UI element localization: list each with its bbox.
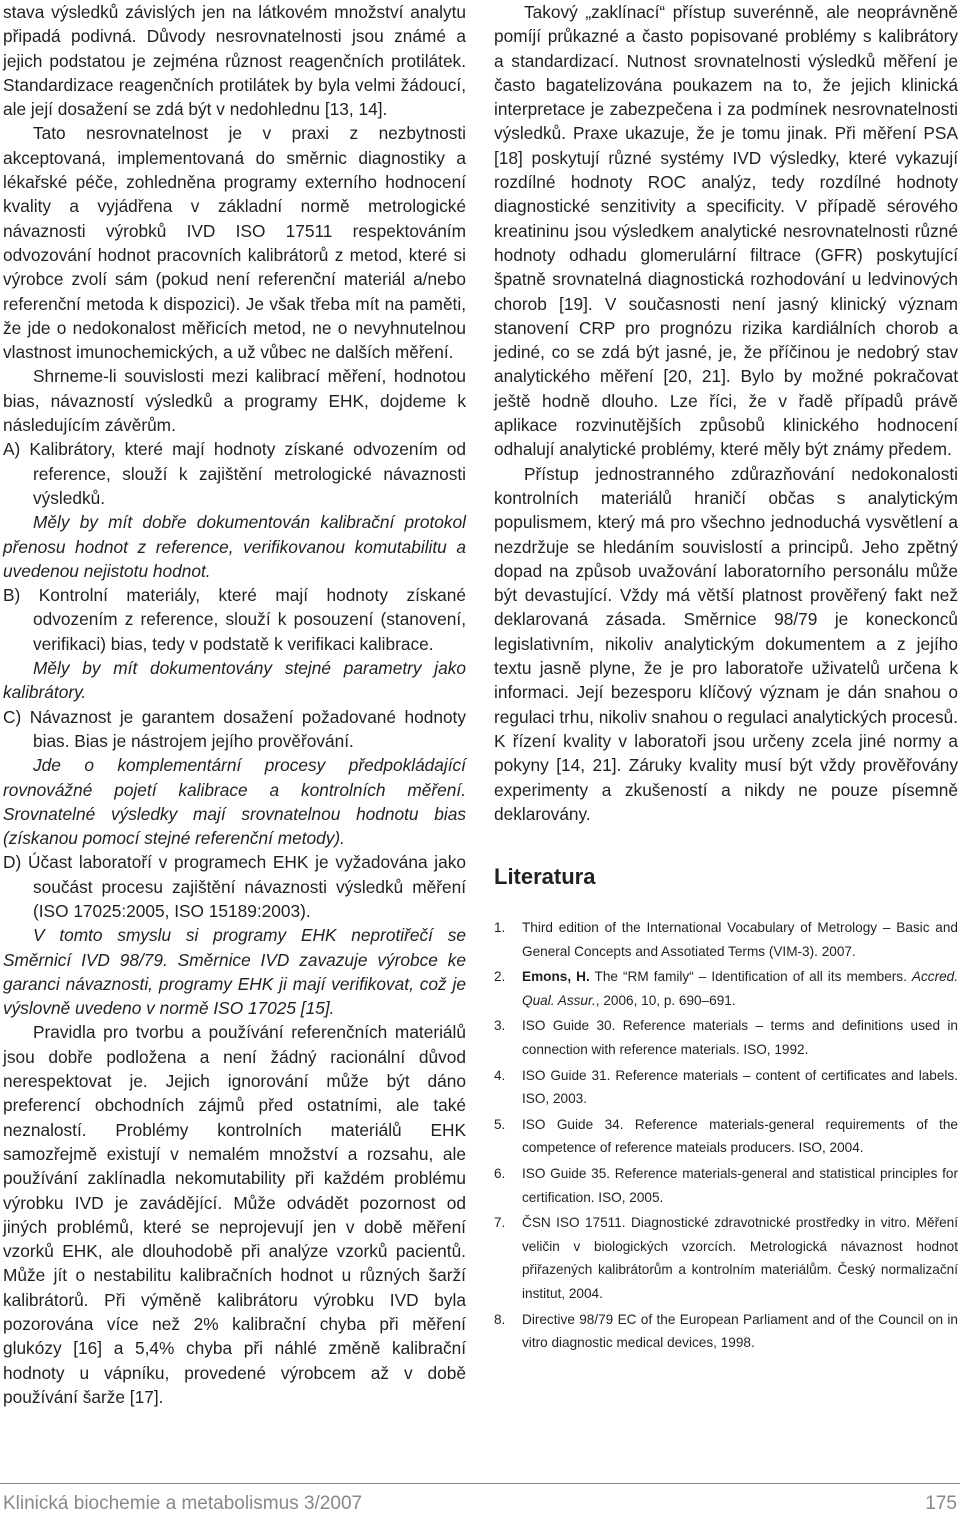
conclusion-d-note: V tomto smyslu si programy EHK neprotiřečí se Směrnicí IVD 98/79. Směrnice IVD zavazuje výrobce ke garanci návaznosti, programy EHK ji mají verifikovat, což je výslovně uvedeno v normě ISO 17025 [15]. [3,925,466,1019]
conclusion-b: B) Kontrolní materiály, které mají hodnoty získané odvozením z reference, slouží k posouzení (stanovení, verifikaci) bias, tedy v podstatě k verifikaci kalibrace. [3,585,466,654]
reference-number: 3. [494,1018,506,1034]
journal-name: Klinická biochemie a metabolismus 3/2007 [3,1493,363,1514]
reference-item [494,916,958,963]
reference-text: Directive 98/79 EC of the European Parliament and of the Council on in vitro diagnostic medical devices, 1998. [522,1311,958,1351]
reference-number: 6. [494,1166,506,1182]
references-heading: Literatura [494,864,596,890]
conclusion-a: A) Kalibrátory, které mají hodnoty získané odvozením od reference, slouží k zajištění metrologické návaznosti výsledků. [3,439,466,508]
conclusion-a-note: Měly by mít dobře dokumentován kalibrační protokol přenosu hodnot z reference, verifikovanou komutabilitu a uvedenou nejistotu hodnot. [3,512,466,581]
page-number: 175 [925,1493,957,1514]
conclusion-d: D) Účast laboratoří v programech EHK je vyžadována jako součást procesu zajištění návaznosti výsledků měření (ISO 17025:2005, ISO 15189:2003). [3,852,466,921]
reference-text [522,965,958,1012]
conclusion-b-note: Měly by mít dokumentovány stejné parametry jako kalibrátory. [3,658,466,703]
reference-number: 7. [494,1215,506,1231]
right-column [494,0,958,1357]
paragraph: Shrneme-li souvislosti mezi kalibrací měření, hodnotou bias, návazností výsledků a programy EHK, dojdeme k následujícím závěrům. [3,366,466,436]
reference-number: 8. [494,1311,506,1327]
paragraph: Tato nesrovnatelnost je v praxi z nezbytnosti akceptovaná, implementovaná do směrnic diagnostiky a lékařské péče, zohledněna programy externího hodnocení kvality a vyjádřena v základní normě metrologické návaznosti výrobků IVD ISO 17511 respektováním odvozování hodnot pracovních kalibrátorů z metod, které si výrobce zvolí sám (pokud není referenční materiál a/nebo referenční metoda k dispozici). Je však třeba mít na paměti, že jde o nedokonalost měřicích metod, ne o nevyhnutelnou vlastnost imunochemických, a už vůbec ne dalších měření. [3,123,466,363]
paragraph: stava výsledků závislých jen na látkovém množství analytu připadá podivná. Důvody nesrovnatelnosti jsou známé a jejich podstatou je zejména různost reagenčních protilátek. Standardizace reagenčních protilátek by byla velmi žádoucí, ale její dosažení se zdá být v nedohlednu [13, 14]. [3,2,466,120]
reference-item [494,1064,958,1111]
reference-citation: , 2006, 10, p. 690–691. [595,992,736,1008]
reference-item [494,965,958,1012]
conclusion-c-note: Jde o komplementární procesy předpokládající rovnovážné pojetí kalibrace a kontrolních měření. Srovnatelné výsledky mají srovnatelnou hodnotu bias (získanou pomocí stejné referenční metody). [3,755,466,849]
conclusion-c: C) Návaznost je garantem dosažení požadované hodnoty bias. Bias je nástrojem jejího prověřování. [3,706,466,751]
reference-item [494,1308,958,1355]
paragraph: Pravidla pro tvorbu a používání referenčních materiálů jsou dobře podložena a není žádný racionální důvod nerespektovat je. Jejich ignorování může být dáno preferencí obchodních zájmů před ostatními, ale také neznalostí. Problémy kontrolních materiálů EHK samozřejmě existují v nemalém množství a rozsahu, ale používání zaklínadla nekomutability při každém problému výrobku IVD je zavádějící. Může odvádět pozornost od jiných problémů, které se neprojevují jen v době měření vzorků EHK, ale dlouhodobě při analýze vzorků pacientů. Může jít o nestabilitu kalibračních hodnot u různých šarží kalibrátorů. Při výměně kalibrátoru výrobku IVD byla pozorována více než 2% kalibrační chyba při měření glukózy [16] a 5,4% chyba při náhlé změně kalibrační hodnoty u vápníku, provedené výrobcem až v době používání šarže [17]. [3,1022,466,1407]
footer-divider [0,1483,960,1484]
reference-text: Third edition of the International Vocabulary of Metrology – Basic and General Concepts and Assotiated Terms (VIM-3). 2007. [522,920,958,959]
reference-item [494,1014,958,1061]
reference-item [494,1113,958,1160]
reference-text: ČSN ISO 17511. Diagnostické zdravotnické prostředky in vitro. Měření veličin v biologických vzorcích. Metrologická návaznost hodnot přiřazených kalibrátorům a kontrolním materiálům. Český normalizační institut, 2004. [522,1215,958,1301]
reference-text: ISO Guide 30. Reference materials – terms and definitions used in connection with reference materials. ISO, 1992. [522,1018,958,1058]
reference-text: ISO Guide 35. Reference materials-general and statistical principles for certification. ISO, 2005. [522,1166,958,1205]
left-column [3,0,466,1409]
reference-number: 4. [494,1067,506,1083]
paragraph: Takový „zaklínací“ přístup suverénně, ale neoprávněně pomíjí průkazné a často popisované problémy s kalibrátory a standardizací. Nutnost srovnatelnosti výsledků měření je často bagatelizována poukazem na to, že jejich klinická interpretace je zabezpečena i za podmínek nesrovnatelnosti výsledků. Praxe ukazuje, že je tomu jinak. Při měření PSA [18] poskytují různé systémy IVD výsledky, které vykazují rozdílné hodnoty ROC analýz, tedy rozdílné hodnoty diagnostické senzitivity a specificity. V případě sérového kreatininu jsou výsledkem analytické nesrovnatelnosti různé hodnoty odhadu glomerulární filtrace (GFR) poskytující špatně srovnatelná diagnostická rozhodování u ledvinových chorob [19]. V současnosti není jasný klinický význam stanovení CRP pro prognózu rizika kardiálních chorob a jediné, co se zdá být jasné, je, že příčinou je nedobrý stav analytického měření [20, 21]. Bylo by možné pokračovat ještě hodně dlouho. Lze říci, že v řadě případů právě aplikace rozvinutějších způsobů klinického hodnocení odhalují analytické problémy, které měly být známy předem. [494,2,958,460]
reference-text: ISO Guide 31. Reference materials – content of certificates and labels. ISO, 2003. [522,1067,958,1107]
reference-journal: Accred. Qual. Assur. [522,969,959,1008]
reference-list [494,916,958,1355]
paragraph: Přístup jednostranného zdůrazňování nedokonalosti kontrolních materiálů hraničí občas s analytickým populismem, který má pro všechno jednoduchá vysvětlení a nezdržuje se hledáním souvislostí a principů. Jeho zpětný dopad na způsob uvažování laboratorního personálu může být devastující. Vždy má větší platnost prověřený fakt než deklarovaná zásada. Směrnice 98/79 je koneckonců legislativním, nikoliv analytickým dokumentem a z jejího textu jasně plyne, že je pro laboratoře uživatelů určena k informaci. Její bezesporu klíčový význam je dán snahou o regulaci trhu, nikoliv snahou o regulaci analytických procesů. K řízení kvality v laboratoři jsou určeny zcela jiné normy a pokyny [14, 21]. Záruky kvality musí být vždy prověřovány experimenty a zkušeností a nikdy ne pouze písemně deklarovány. [494,463,958,824]
reference-number: 2. [494,969,506,985]
reference-item [494,1211,958,1305]
reference-text: ISO Guide 34. Reference materials-general requirements of the competence of reference mateials producers. ISO, 2004. [522,1116,958,1156]
reference-title: The “RM family“ – Identification of all its members. [589,969,912,985]
reference-number: 1. [494,920,506,936]
reference-item [494,1162,958,1209]
reference-number: 5. [494,1116,506,1132]
reference-author: Emons, H. [522,969,590,985]
